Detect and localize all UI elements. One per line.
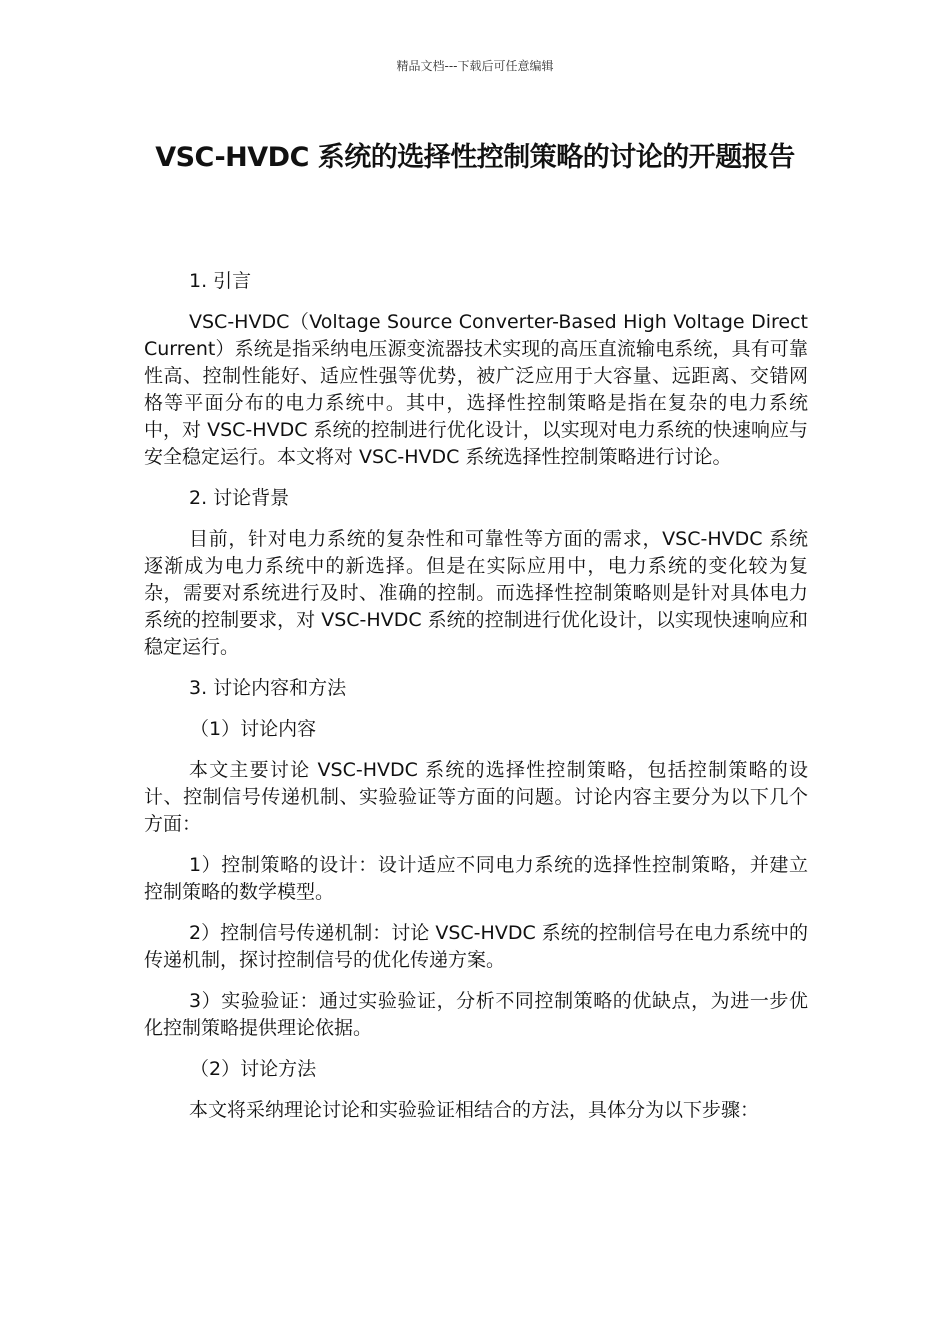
document-body — [144, 268, 808, 1138]
section-1-paragraph: VSC-HVDC（Voltage Source Converter-Based High Voltage Direct Current）系统是指采纳电压源变流器技术实现的高压直流输电系统，具有可靠性高、控制性能好、适应性强等优势，被广泛应用于大容量、远距离、交错网格等平面分布的电力系统中。其中，选择性控制策略是指在复杂的电力系统中，对 VSC-HVDC 系统的控制进行优化设计，以实现对电力系统的快速响应与安全稳定运行。本文将对 VSC-HVDC 系统选择性控制策略进行讨论。 — [144, 311, 808, 468]
section-3-item-1: 1）控制策略的设计：设计适应不同电力系统的选择性控制策略，并建立控制策略的数学模型。 — [144, 854, 808, 903]
section-3-subheading-content: （1）讨论内容 — [190, 718, 317, 740]
section-3-heading: 3. 讨论内容和方法 — [189, 677, 347, 699]
section-3-method-paragraph: 本文将采纳理论讨论和实验验证相结合的方法，具体分为以下步骤： — [189, 1099, 760, 1121]
section-2-heading: 2. 讨论背景 — [189, 487, 290, 509]
section-2-paragraph: 目前，针对电力系统的复杂性和可靠性等方面的需求，VSC-HVDC 系统逐渐成为电力系统中的新选择。但是在实际应用中，电力系统的变化较为复杂，需要对系统进行及时、准确的控制。而选择性控制策略则是针对具体电力系统的控制要求，对 VSC-HVDC 系统的控制进行优化设计，以实现快速响应和稳定运行。 — [144, 528, 808, 658]
document-title: VSC-HVDC 系统的选择性控制策略的讨论的开题报告 — [155, 142, 795, 173]
section-1-heading: 1. 引言 — [189, 270, 252, 292]
section-3-item-2: 2）控制信号传递机制：讨论 VSC-HVDC 系统的控制信号在电力系统中的传递机制，探讨控制信号的优化传递方案。 — [144, 922, 808, 971]
section-3-subheading-method: （2）讨论方法 — [190, 1058, 317, 1080]
page-header: 精品文档---下载后可任意编辑 — [396, 59, 554, 73]
section-3-content-paragraph: 本文主要讨论 VSC-HVDC 系统的选择性控制策略，包括控制策略的设计、控制信号传递机制、实验验证等方面的问题。讨论内容主要分为以下几个方面： — [144, 759, 808, 835]
section-3-item-3: 3）实验验证：通过实验验证，分析不同控制策略的优缺点，为进一步优化控制策略提供理论依据。 — [144, 990, 808, 1039]
